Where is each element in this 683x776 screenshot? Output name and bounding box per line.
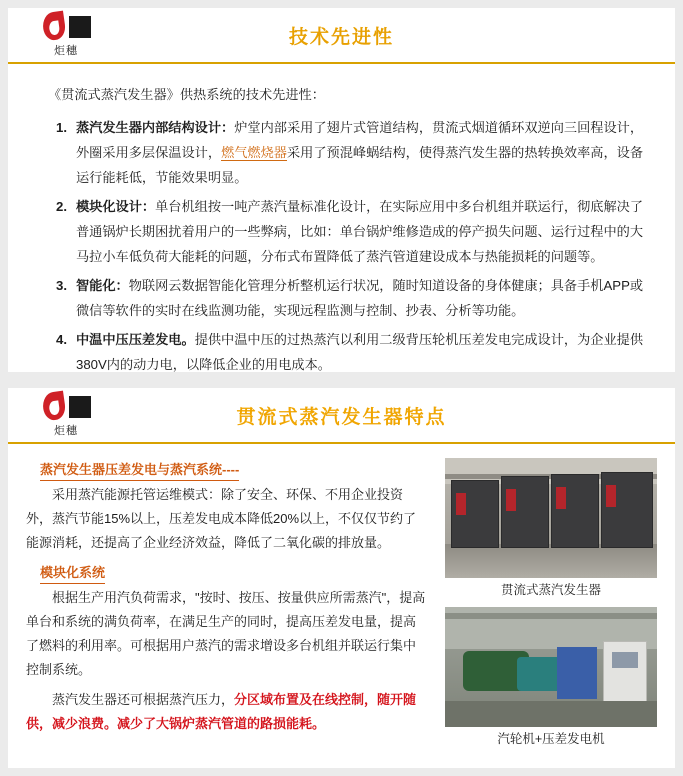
item2-text: 单台机组按一吨产蒸汽量标准化设计，在实际应用中多台机组并联运行，彻底解决了普通锅炉长期困扰着用户的一些弊病，比如：单台锅炉维修造成的停产损失问题、运行过程中的大马拉小车低负荷大能耗的问题，分布式布置降低了蒸汽管道建设成本与热能损耗的问题等。 [76, 199, 644, 264]
list-item [56, 194, 649, 269]
text-column [26, 458, 426, 742]
advantage-list [34, 115, 649, 377]
paragraph-zoning-text: 蒸汽发生器还可根据蒸汽压力， [52, 692, 235, 707]
list-item [56, 273, 649, 323]
section2-body [8, 444, 675, 756]
boiler-room-photo [445, 458, 657, 578]
section1-header [8, 8, 675, 64]
list-item [56, 115, 649, 190]
section1-lead: 《贯流式蒸汽发生器》供热系统的技术先进性： [48, 87, 325, 102]
figure-boiler [445, 458, 657, 599]
item1-link-burner[interactable]: 燃气燃烧器 [221, 145, 287, 160]
brand-name: 炬穗 [54, 45, 78, 57]
figure-turbine [445, 607, 657, 748]
section2-title: 贯流式蒸汽发生器特点 [236, 407, 447, 428]
subheading-power-generation: 蒸汽发生器压差发电与蒸汽系统---- [40, 460, 239, 481]
paragraph-zoning-highlight: 分区域布置及在线控制，随开随供，减少浪费。减少了大锅炉蒸汽管道的路损能耗。 [26, 692, 417, 731]
section1-body [8, 64, 675, 377]
paragraph-energy-hosting: 采用蒸汽能源托管运维模式：除了安全、环保、不用企业投资外，蒸汽节能15%以上，压差发电成本降低20%以上，不仅仅节约了能源消耗，还提高了企业经济效益，降低了二氧化碳的排放量。 [26, 487, 417, 550]
figure-turbine-caption: 汽轮机+压差发电机 [497, 732, 605, 746]
item2-title: 模块化设计： [76, 199, 156, 214]
item3-title: 智能化： [76, 278, 129, 293]
figure-column [445, 458, 657, 756]
subheading-modular-system: 模块化系统 [40, 563, 105, 584]
item1-text-c: 采用了预混峰蜗结构，使得蒸汽发生器的热转换效率高，设备运行能耗低，节能效果明显。 [76, 145, 644, 185]
item4-title: 中温中压压差发电。 [76, 332, 195, 347]
turbine-generator-photo [445, 607, 657, 727]
section-technical-advancement [8, 8, 675, 372]
section2-header [8, 388, 675, 444]
item4-text: 提供中温中压的过热蒸汽以利用二级背压轮机压差发电完成设计，为企业提供380V内的动力电，以降低企业的用电成本。 [76, 332, 644, 372]
section-generator-features [8, 388, 675, 768]
item1-text-a: 炉堂内部采用了翅片式管道结构，贯流式烟道循环双逆向三回程设计，外圈采用多层保温设计， [76, 120, 644, 160]
list-item [56, 327, 649, 377]
paragraph-modular: 根据生产用汽负荷需求，"按时、按压、按量供应所需蒸汽"，提高单台和系统的满负荷率，在满足生产的同时，提高压差发电量，提高了燃料的利用率。可根据用户蒸汽的需求增设多台机组并联运行集中控制系统。 [26, 590, 426, 677]
figure-boiler-caption: 贯流式蒸汽发生器 [500, 583, 601, 597]
item1-title: 蒸汽发生器内部结构设计： [76, 120, 235, 135]
item3-text: 物联网云数据智能化管理分析整机运行状况，随时知道设备的身体健康；具备手机APP或微信等软件的实时在线监测功能，实现远程监测与控制、抄表、分析等功能。 [76, 278, 644, 318]
brand-name: 炬穗 [54, 425, 78, 437]
paragraph-zoning [26, 688, 426, 736]
section1-title: 技术先进性 [288, 27, 394, 48]
